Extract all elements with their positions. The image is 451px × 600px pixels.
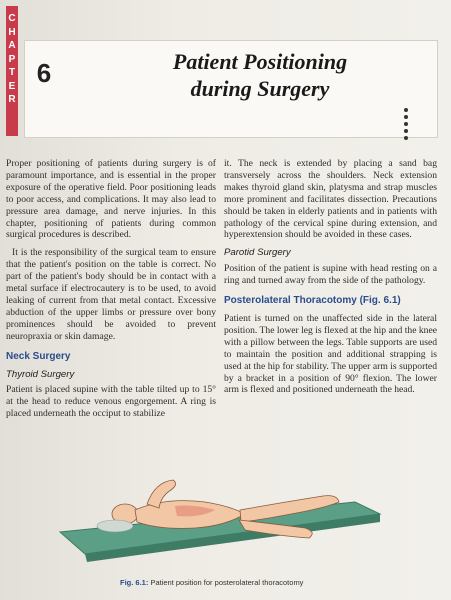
figure-label: Fig. 6.1: [120, 578, 149, 587]
patient-position-illustration [55, 462, 385, 572]
posterolateral-thoracotomy-heading: Posterolateral Thoracotomy (Fig. 6.1) [224, 295, 401, 307]
chapter-tab-letter: P [8, 53, 16, 65]
neck-surgery-heading: Neck Surgery [6, 350, 71, 362]
intro-paragraph: Proper positioning of patients during surgery is of paramount importance, and is essential in the proper exposure of the operative field. Poor positioning leads to poor access, and complications. It may also lead to pressure area damage, and nerve injuries. In this chapter, positioning of patients during common surgical procedures is described. [6, 158, 216, 241]
chapter-tab-letter: H [8, 26, 16, 38]
chapter-side-tab [6, 6, 18, 136]
responsibility-paragraph: It is the responsibility of the surgical team to ensure that the patient's position on the table is correct. No part of the patient's body should be in contact with a metal surface if electrocautery is to be used, to avoid leaking of current from that metal contact. Excessive abduction of the upper limbs or pressure over bony prominences should be avoided to prevent neuropraxia or skin damage. [6, 247, 216, 342]
thyroid-paragraph: Patient is placed supine with the table tilted up to 15° at the head to reduce venous engorgement. A ring is placed underneath the occiput to stabilize [6, 384, 216, 420]
right-column [224, 158, 437, 402]
figure-caption [120, 578, 380, 587]
chapter-tab-letter: R [8, 94, 16, 105]
chapter-title-line-2: during Surgery [190, 76, 330, 101]
decorative-dots [404, 108, 408, 143]
left-column [6, 158, 216, 426]
chapter-tab-letter: E [8, 80, 16, 92]
thyroid-surgery-heading: Thyroid Surgery [6, 368, 75, 380]
parotid-paragraph: Position of the patient is supine with head resting on a ring and turned away from the side of the pathology. [224, 263, 437, 287]
chapter-tab-letter: T [8, 67, 16, 78]
chapter-title [110, 48, 410, 102]
chapter-tab-letter: A [8, 40, 16, 51]
pillow [97, 520, 133, 532]
parotid-surgery-heading: Parotid Surgery [224, 247, 291, 259]
chapter-tab-letter: C [8, 13, 16, 24]
neck-extension-paragraph: it. The neck is extended by placing a sand bag transversely across the shoulders. Neck extension makes thyroid gland skin, platysma and strap muscles more prominent and facilitates dissection. Precautions should be taken in elderly patients and in patients with pathology of the cervical spine during extension, and hyperextension should be avoided in these cases. [224, 158, 437, 241]
chapter-number: 6 [30, 52, 58, 94]
posterolateral-paragraph: Patient is turned on the unaffected side in the lateral position. The lower leg is flexed at the hip and the knee with a pillow between the legs. Table supports are used to maintain the position and additional strapping is used at the hip for stability. The upper arm is supported by a bracket in a position of 90° flexion. The lower arm is flexed and positioned underneath the head. [224, 312, 437, 396]
chapter-title-line-1: Patient Positioning [172, 49, 348, 74]
figure-caption-text: Patient position for posterolateral thoracotomy [150, 578, 304, 587]
